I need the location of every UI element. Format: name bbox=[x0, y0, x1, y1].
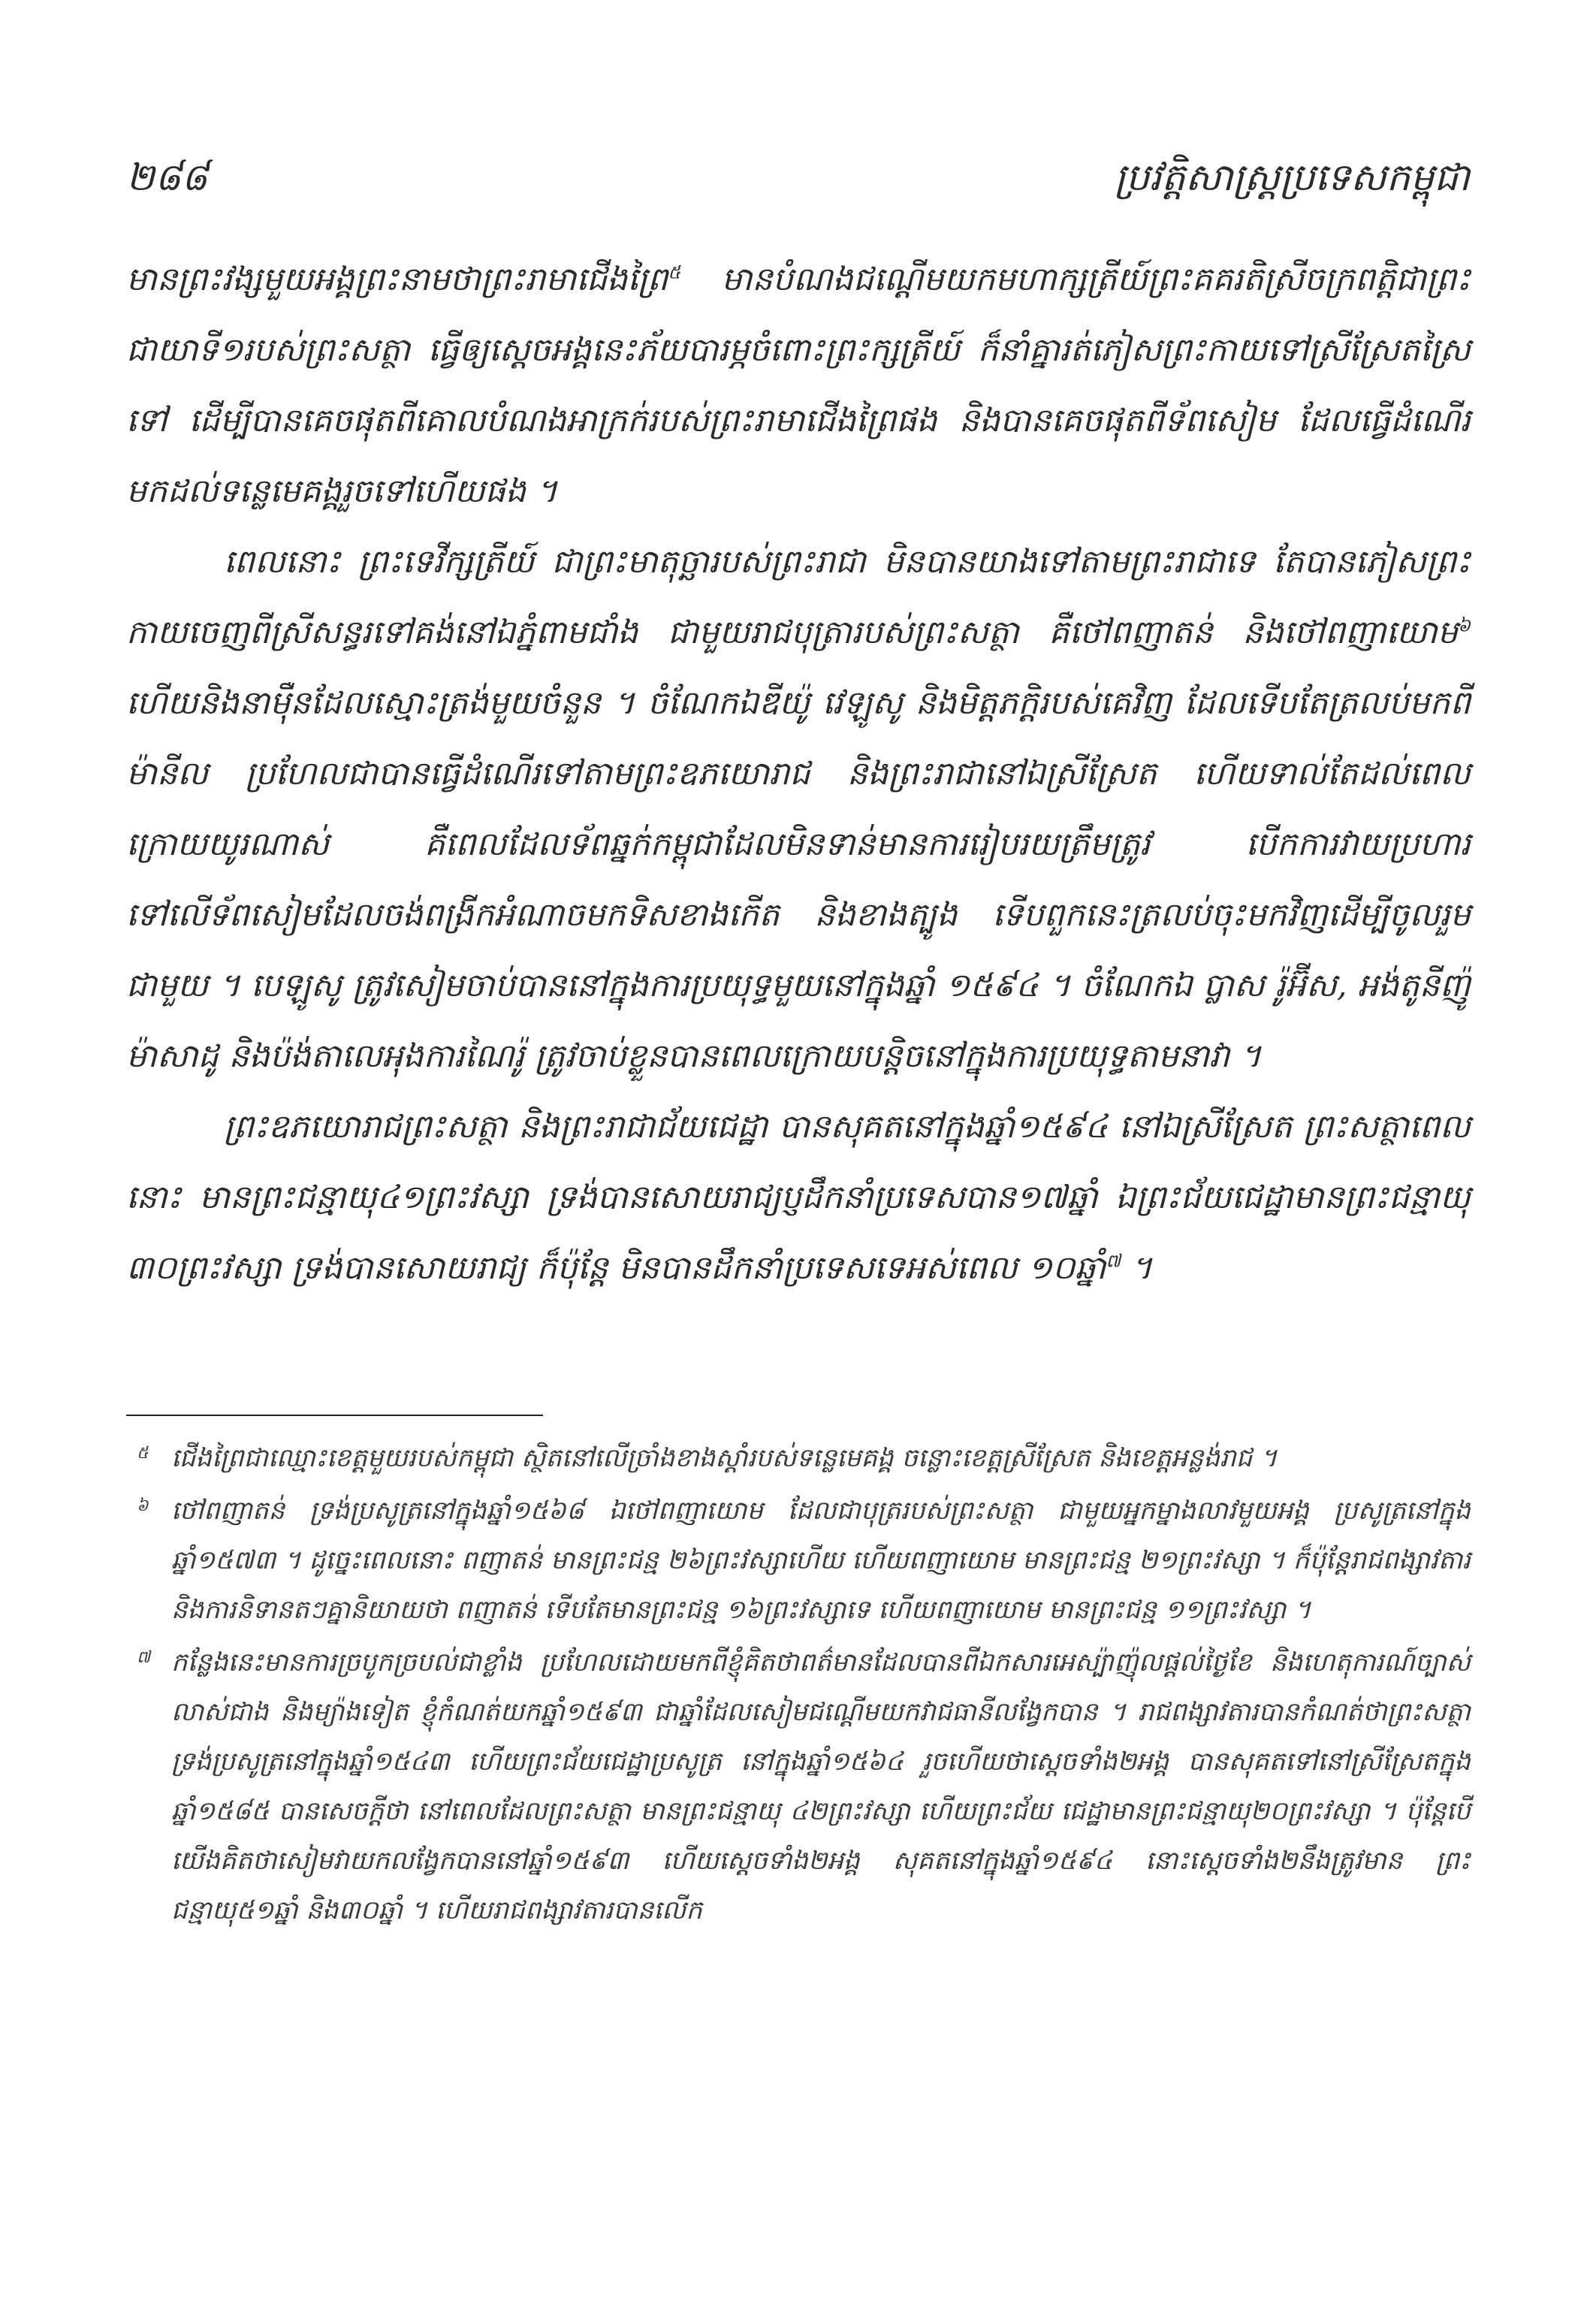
paragraph-3-text-b: ។ bbox=[1121, 1249, 1153, 1287]
footnote-ref-6: ៦ bbox=[1458, 614, 1471, 636]
footnote-text: កន្លែងនេះមានការច្របូកច្របល់ជាខ្លាំង ប្រហែលដោយមកពីខ្ញុំគិតថាពត៌មានដែលបានពីឯកសារអេស្ប៉ាញ៉ុលផ្តល់ថ្ងៃខែ និងហេតុការណ៍ច្បាស់លាស់ជាង និងម្យ៉ាងទៀត ខ្ញុំកំណត់យកឆ្នាំ១៥៩៣ ជាឆ្នាំដែលសៀមជណ្តើមយកវាជធានីលង្វែកបាន ។ រាជពង្សាវតារបានកំណត់ថាព្រះសត្ថាទ្រង់ប្រសូត្រនៅក្នុងឆ្នាំ១៥៤៣ ហើយព្រះជ័យជេដ្ឋាប្រសូត្រ នៅក្នុងឆ្នាំ១៥៦៤ រួចហើយថាស្តេចទាំង២អង្គ បានសុគតទៅនៅស្រីស្រែតក្នុងឆ្នាំ១៥៨៥ បានសេចក្តីថា នៅពេលដែលព្រះសត្ថា មានព្រះជន្មាយុ ៤២ព្រះវស្សា ហើយព្រះជ័យ ជេដ្ឋាមានព្រះជន្មាយុ២០ព្រះវស្សា ។ ប៉ុន្តែបើយើងគិតថាសៀមវាយកលង្វែកបាននៅឆ្នាំ១៥៩៣ ហើយស្តេចទាំង២អង្គ សុគតនៅក្នុងឆ្នាំ១៥៩៤ នោះស្តេចទាំង២នឹងត្រូវមាន ព្រះជន្មាយុ៥១ឆ្នាំ និង៣០ឆ្នាំ ។ ហើយរាជពង្សាវតារបានលើក bbox=[171, 1647, 1471, 1925]
paragraph-3 bbox=[126, 1092, 1471, 1303]
paragraph-2-text-a: ពេលនោះ ព្រះទេវីក្សត្រីយ៍ ជាព្រះមាតុច្ឆារបស់ព្រះរាជា មិនបានយាងទៅតាមព្រះរាជាទេ តែបានភៀសព្រះកាយចេញពីស្រីសន្ធរទៅគង់នៅឯភ្នំពាមជាំង ជាមួយរាជបុត្រារបស់ព្រះសត្ថា គឺថៅពញាតន់ និងថៅពញាយោម bbox=[126, 543, 1471, 651]
footnote-mark: ៥ bbox=[137, 1444, 149, 1463]
footnote-5 bbox=[126, 1433, 1471, 1483]
paragraph-1-text-a: មានព្រះវង្សមួយអង្គព្រះនាមថាព្រះរាមាជើងព្រៃ bbox=[126, 261, 668, 298]
footnote-ref-5: ៥ bbox=[668, 261, 681, 283]
paragraph-1 bbox=[126, 244, 1471, 527]
paragraph-1-text-b: មានបំណងជណ្តើមយកមហាក្សត្រីយ៍ព្រះគគរតិស្រីចក្រពត្តិជាព្រះជាយាទី១របស់ព្រះសត្ថា ធ្វើឲ្យស្តេចអង្គនេះភ័យបារម្ភចំពោះព្រះក្សត្រីយ៍ ក៏នាំគ្នារត់ភៀសព្រះកាយទៅស្រីស្រែតស្រៃទៅ ដើម្បីបានគេចផុតពីគោលបំណងអាក្រក់របស់ព្រះរាមាជើងព្រៃផង និងបានគេចផុតពីទ័ពសៀម ដែលធ្វើដំណើរមកដល់ទន្លេមេគង្គរួចទៅហើយផង ។ bbox=[126, 261, 1471, 510]
paragraph-3-text-a: ព្រះឧភយោរាជព្រះសត្ថា និងព្រះរាជាជ័យជេដ្ឋា បានសុគតនៅក្នុងឆ្នាំ១៥៩៤ នៅឯស្រីស្រែត ព្រះសត្ថាពេលនោះ មានព្រះជន្មាយុ៤១ព្រះវស្សា ទ្រង់បានសោយរាជ្យប្ញដឹកនាំប្រទេសបាន១៧ឆ្នាំ ឯព្រះជ័យជេដ្ឋាមានព្រះជន្មាយុ ៣០ព្រះវស្សា ទ្រង់បានសោយរាជ្យ ក៏ប៉ុន្តែ មិនបានដឹកនាំប្រទេសទេអស់ពេល ១០ឆ្នាំ bbox=[126, 1108, 1471, 1287]
page-header bbox=[126, 154, 1470, 214]
footnote-ref-7: ៧ bbox=[1106, 1250, 1121, 1272]
paragraph-2 bbox=[126, 527, 1471, 1092]
footnote-7 bbox=[126, 1638, 1471, 1935]
paragraph-2-text-b: ហើយនិងនាម៉ឺនដែលស្មោះត្រង់មួយចំនួន ។ ចំណែកឯឌីយ៉ូ វេឡូសូ និងមិត្តភក្តិរបស់គេវិញ ដែលទើបតែត្រលប់មកពីម៉ានីល ប្រហែលជាបានធ្វើដំណើរទៅតាមព្រះឧភយោរាជ និងព្រះរាជានៅឯស្រីស្រែត ហើយទាល់តែដល់ពេលក្រោយយូរណាស់ គឺពេលដែលទ័ពឆ្នក់កម្ពុជាដែលមិនទាន់មានការរៀបរយត្រឹមត្រូវ បើកការវាយប្រហារទៅលើទ័ពសៀមដែលចង់ពង្រីកអំណាចមកទិសខាងកើត និងខាងត្បូង ទើបពួកនេះត្រលប់ចុះមកវិញដើម្បីចូលរួមជាមួយ ។ បេឡូសូ ត្រូវសៀមចាប់បាននៅក្នុងការប្រយុទ្ធមួយនៅក្នុងឆ្នាំ ១៥៩៤ ។ ចំណែកឯ ប្លាស រ៉ូអ៊ីស, អង់តូនីញ៉ូ ម៉ាសាដូ និងប៉ង់តាលេអុងការណៃរ៉ូ ត្រូវចាប់ខ្លួនបានពេលក្រោយបន្តិចនៅក្នុងការប្រយុទ្ធតាមនាវា ។ bbox=[126, 684, 1471, 1075]
footnotes bbox=[126, 1433, 1471, 1938]
footnote-text: ថៅពញាតន់ ទ្រង់ប្រសូត្រនៅក្នុងឆ្នាំ១៥៦៨ ឯថៅពញាយោម ដែលជាបុត្ររបស់ព្រះសត្ថា ជាមួយអ្នកម្នាងលាវមួយអង្គ ប្រសូត្រនៅក្នុងឆ្នាំ១៥៧៣ ។ ដូច្នេះពេលនោះ ពញាតន់ មានព្រះជន្ម ២៦ព្រះវស្សាហើយ ហើយពញាយោម មានព្រះជន្ម ២១ព្រះវស្សា ។ ក៏ប៉ុន្តែរាជពង្សាវតារ និងការនិទានតៗគ្នានិយាយថា ពញាតន់ ទើបតែមានព្រះជន្ម ១៦ព្រះវស្សាទេ ហើយពញាយោម មានព្រះជន្ម ១១ព្រះវស្សា ។ bbox=[171, 1496, 1471, 1625]
footnote-6 bbox=[126, 1486, 1471, 1635]
running-title: ប្រវត្តិសាស្ត្រប្រទេសកម្ពុជា bbox=[1114, 156, 1470, 199]
page-number: ២៨៨ bbox=[126, 156, 208, 199]
footnote-mark: ៦ bbox=[137, 1496, 149, 1515]
body-text bbox=[126, 244, 1471, 1303]
footnote-text: ជើងព្រៃជាឈ្មោះខេត្តមួយរបស់កម្ពុជា ស្ថិតនៅលើច្រាំងខាងស្តាំរបស់ទន្លេមេគង្គ ចន្លោះខេត្តស្រីស្រែត និងខេត្តអន្លង់រាជ ។ bbox=[171, 1443, 1278, 1473]
footnote-divider bbox=[126, 1415, 543, 1416]
footnote-mark: ៧ bbox=[137, 1648, 151, 1667]
